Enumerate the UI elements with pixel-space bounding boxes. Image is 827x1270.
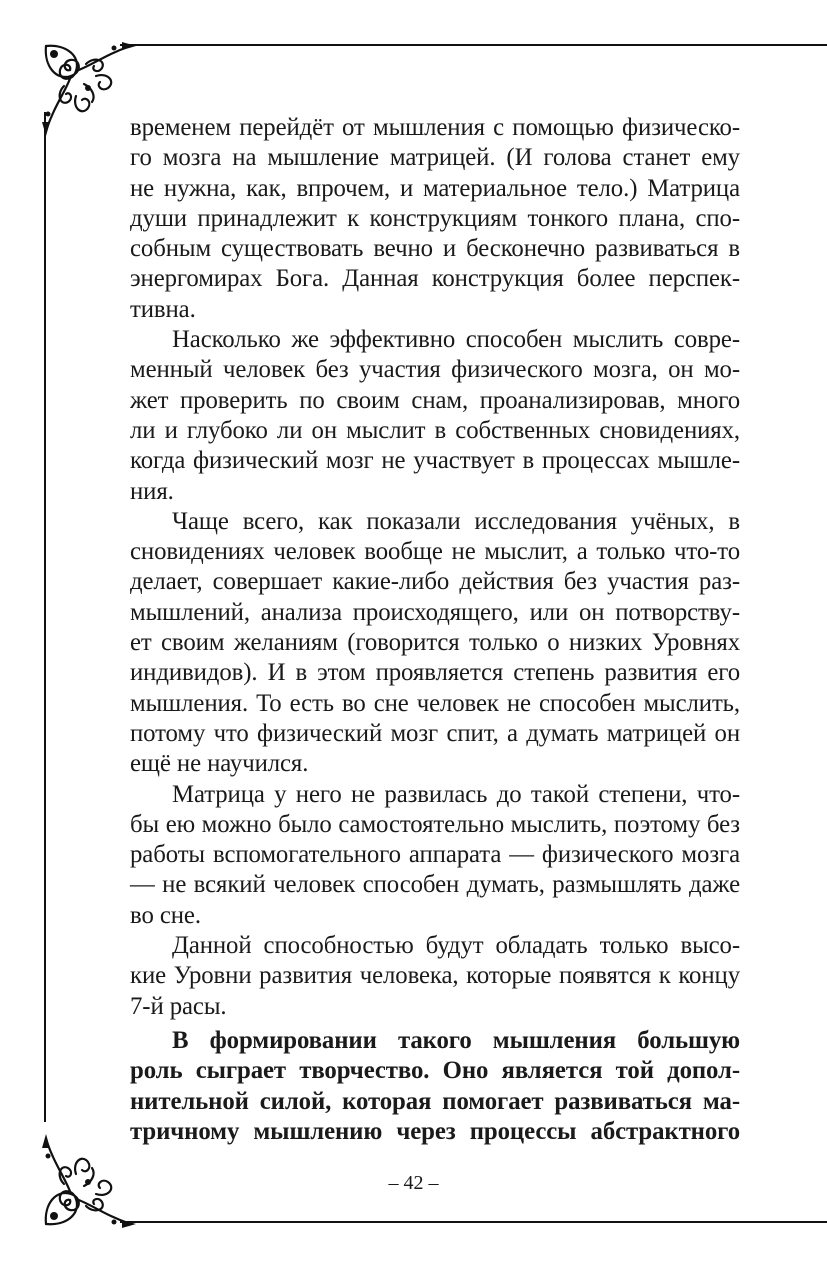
text-line: бы ею можно было самостоятельно мыслить, поэтому без	[130, 810, 740, 838]
text-line: ния.	[130, 477, 174, 505]
text-line: тричному мышлению через процессы абстрактного	[130, 1117, 740, 1145]
text-line: В формировании такого мышления большую	[172, 1026, 740, 1054]
text-line: во сне.	[130, 901, 201, 929]
text-line: делает, совершает какие-либо действия без участия раз-	[130, 568, 740, 596]
frame-top-rule	[120, 44, 827, 46]
text-line: не нужна, как, впрочем, и материальное тело.) Матрица	[130, 174, 740, 202]
text-line: сновидениях человек вообще не мыслит, а только что-то	[130, 538, 740, 566]
text-line: тивна.	[130, 295, 196, 323]
body-text	[130, 113, 740, 1147]
text-line: временем перейдёт от мышления с помощью физическо-	[130, 114, 740, 141]
text-line: менный человек без участия физического мозга, он мо-	[130, 356, 740, 384]
text-line: мышлений, анализа происходящего, или он потворству-	[130, 598, 740, 626]
text-line: собным существовать вечно и бесконечно развиваться в	[130, 235, 740, 263]
paragraph-2	[130, 325, 740, 507]
text-line: Данной способностью будут обладать только высо-	[172, 932, 740, 960]
text-line: когда физический мозг не участвует в процессах мышле-	[130, 447, 740, 475]
page-number: – 42 –	[388, 1172, 439, 1194]
text-line: мышления. То есть во сне человек не способен мыслить,	[130, 689, 740, 717]
text-line: Матрица у него не развилась до такой степени, что-	[172, 780, 740, 808]
text-line: нительной силой, которая помогает развиваться ма-	[130, 1087, 740, 1115]
text-line: ли и глубоко ли он мыслит в собственных сновидениях,	[130, 416, 740, 444]
text-line: — не всякий человек способен думать, размышлять даже	[130, 871, 740, 899]
text-line: 7-й расы.	[130, 992, 227, 1020]
paragraph-4	[130, 780, 740, 931]
text-line: потому что физический мозг спит, а думать матрицей он	[130, 719, 740, 747]
text-line: души принадлежит к конструкциям тонкого плана, спо-	[130, 204, 740, 232]
text-line: роль сыграет творчество. Оно является той допол-	[130, 1057, 740, 1085]
frame-left-rule	[44, 112, 46, 1122]
text-line: кие Уровни развития человека, которые появятся к концу	[130, 962, 740, 990]
text-line: Насколько же эффективно способен мыслить совре-	[172, 326, 740, 354]
paragraph-5	[130, 931, 740, 1022]
text-line: индивидов). И в этом проявляется степень развития его	[130, 659, 740, 687]
frame-bottom-rule	[120, 1221, 827, 1223]
paragraph-3	[130, 507, 740, 780]
paragraph-1	[130, 113, 740, 325]
text-line: ет своим желаниям (говорится только о низких Уровнях	[130, 629, 740, 657]
text-line: Чаще всего, как показали исследования учёных, в	[172, 507, 740, 535]
text-line: работы вспомогательного аппарата — физического мозга	[130, 841, 740, 869]
text-line: го мозга на мышление матрицей. (И голова станет ему	[130, 144, 740, 172]
text-line: ещё не научился.	[130, 750, 309, 778]
paragraph-6-bold	[130, 1026, 740, 1147]
text-line: энергомирах Бога. Данная конструкция более перспек-	[130, 265, 740, 293]
text-line: жет проверить по своим снам, проанализировав, много	[130, 386, 740, 414]
